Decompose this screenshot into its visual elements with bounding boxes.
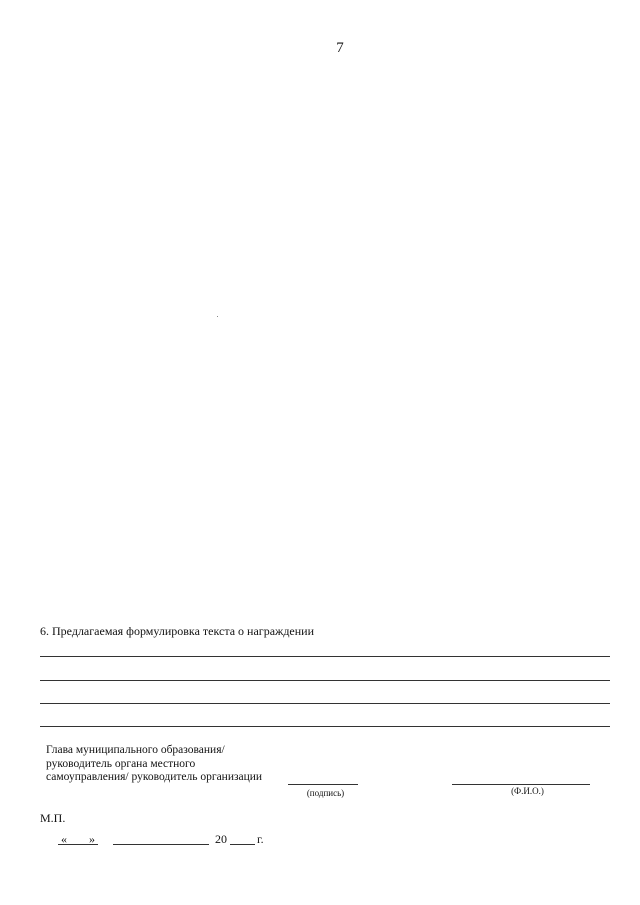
signature-caption: (подпись): [306, 788, 345, 798]
full-name-caption: (Ф.И.О.): [511, 786, 544, 796]
page-number: 7: [336, 40, 344, 56]
answer-line-1[interactable]: [40, 656, 610, 657]
date-close-quote: »: [89, 832, 95, 846]
full-name-line[interactable]: [452, 784, 590, 785]
year-line[interactable]: [230, 844, 255, 845]
stamp-label: М.П.: [40, 811, 66, 825]
answer-line-3[interactable]: [40, 703, 610, 704]
scan-speck: [217, 316, 218, 317]
signature-line[interactable]: [288, 784, 358, 785]
year-suffix: г.: [257, 832, 264, 846]
signer-title: [46, 744, 262, 785]
year-prefix: 20: [215, 832, 227, 846]
date-open-quote: «: [61, 832, 67, 846]
answer-line-4[interactable]: [40, 726, 610, 727]
answer-line-2[interactable]: [40, 680, 610, 681]
signer-line-2: руководитель органа местного: [46, 757, 196, 770]
section-heading: 6. Предлагаемая формулировка текста о награждении: [40, 624, 315, 638]
signer-line-1: Глава муниципального образования/: [46, 744, 225, 756]
signer-line-3: самоуправления/ руководитель организации: [46, 771, 263, 783]
month-line[interactable]: [113, 844, 209, 845]
